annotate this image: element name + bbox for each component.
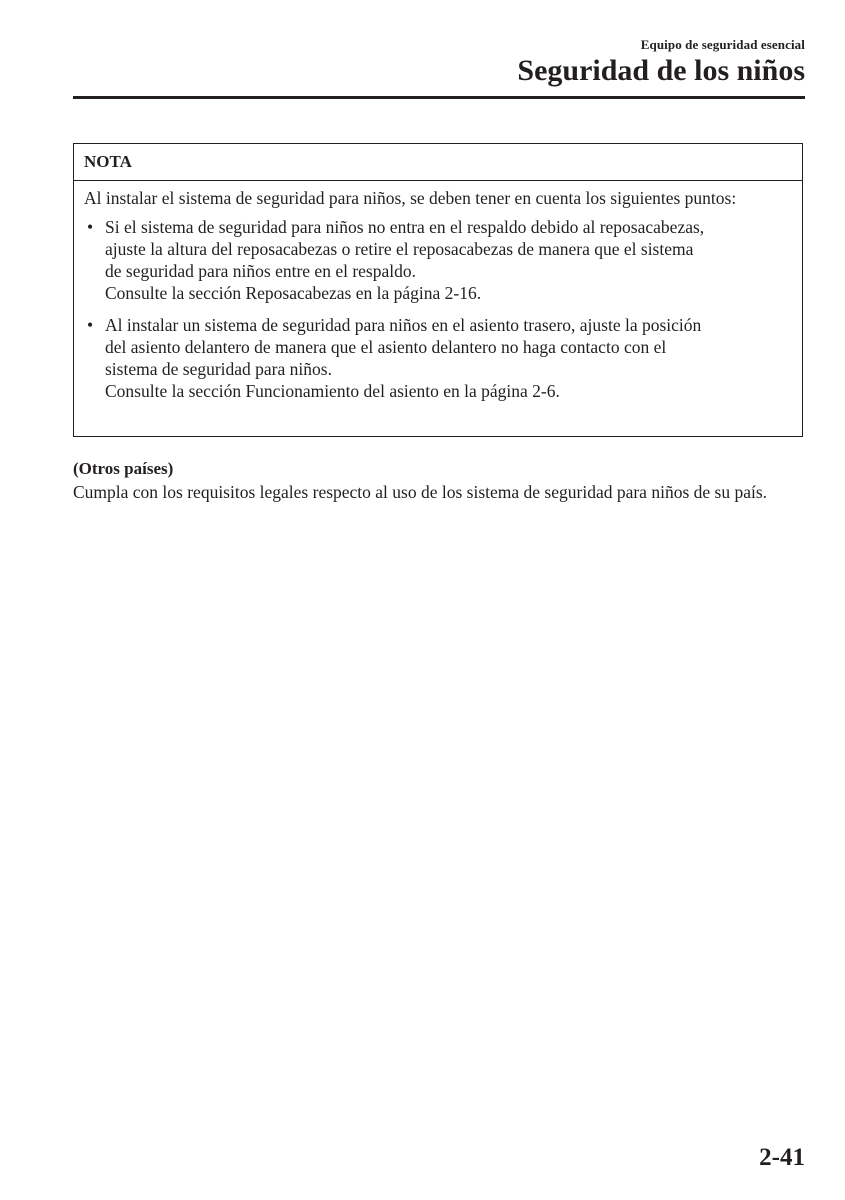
note-heading: NOTA: [74, 144, 802, 181]
other-countries-text: Cumpla con los requisitos legales respecto al uso de los sistema de seguridad para niños de su país.: [73, 482, 768, 502]
other-countries-heading: (Otros países): [73, 459, 174, 478]
bullet-line: del asiento delantero de manera que el asiento delantero no haga contacto con el: [105, 337, 667, 357]
header-rule: [73, 96, 805, 99]
bullet-line: ajuste la altura del reposacabezas o retire el reposacabezas de manera que el sistema: [105, 239, 694, 259]
bullet-line: sistema de seguridad para niños.: [105, 359, 332, 379]
note-box: [73, 143, 803, 437]
bullet-line: Consulte la sección Funcionamiento del asiento en la página 2-6.: [105, 381, 560, 401]
bullet-line: Consulte la sección Reposacabezas en la página 2-16.: [105, 283, 482, 303]
bullet-icon: •: [87, 217, 94, 237]
note-bullet-rear-seat: [84, 314, 786, 402]
note-body: [74, 181, 802, 402]
bullet-line: Al instalar un sistema de seguridad para niños en el asiento trasero, ajuste la posición: [105, 315, 702, 335]
page-title: Seguridad de los niños: [517, 54, 805, 87]
bullet-line: Si el sistema de seguridad para niños no entra en el respaldo debido al reposacabezas,: [105, 217, 705, 237]
page-number: 2-41: [759, 1144, 805, 1171]
section-label: Equipo de seguridad esencial: [640, 37, 805, 52]
note-bullet-headrest: [84, 216, 786, 304]
bullet-line: de seguridad para niños entre en el respaldo.: [105, 261, 416, 281]
bullet-icon: •: [87, 315, 94, 335]
note-intro: Al instalar el sistema de seguridad para niños, se deben tener en cuenta los siguientes puntos:: [84, 188, 737, 208]
